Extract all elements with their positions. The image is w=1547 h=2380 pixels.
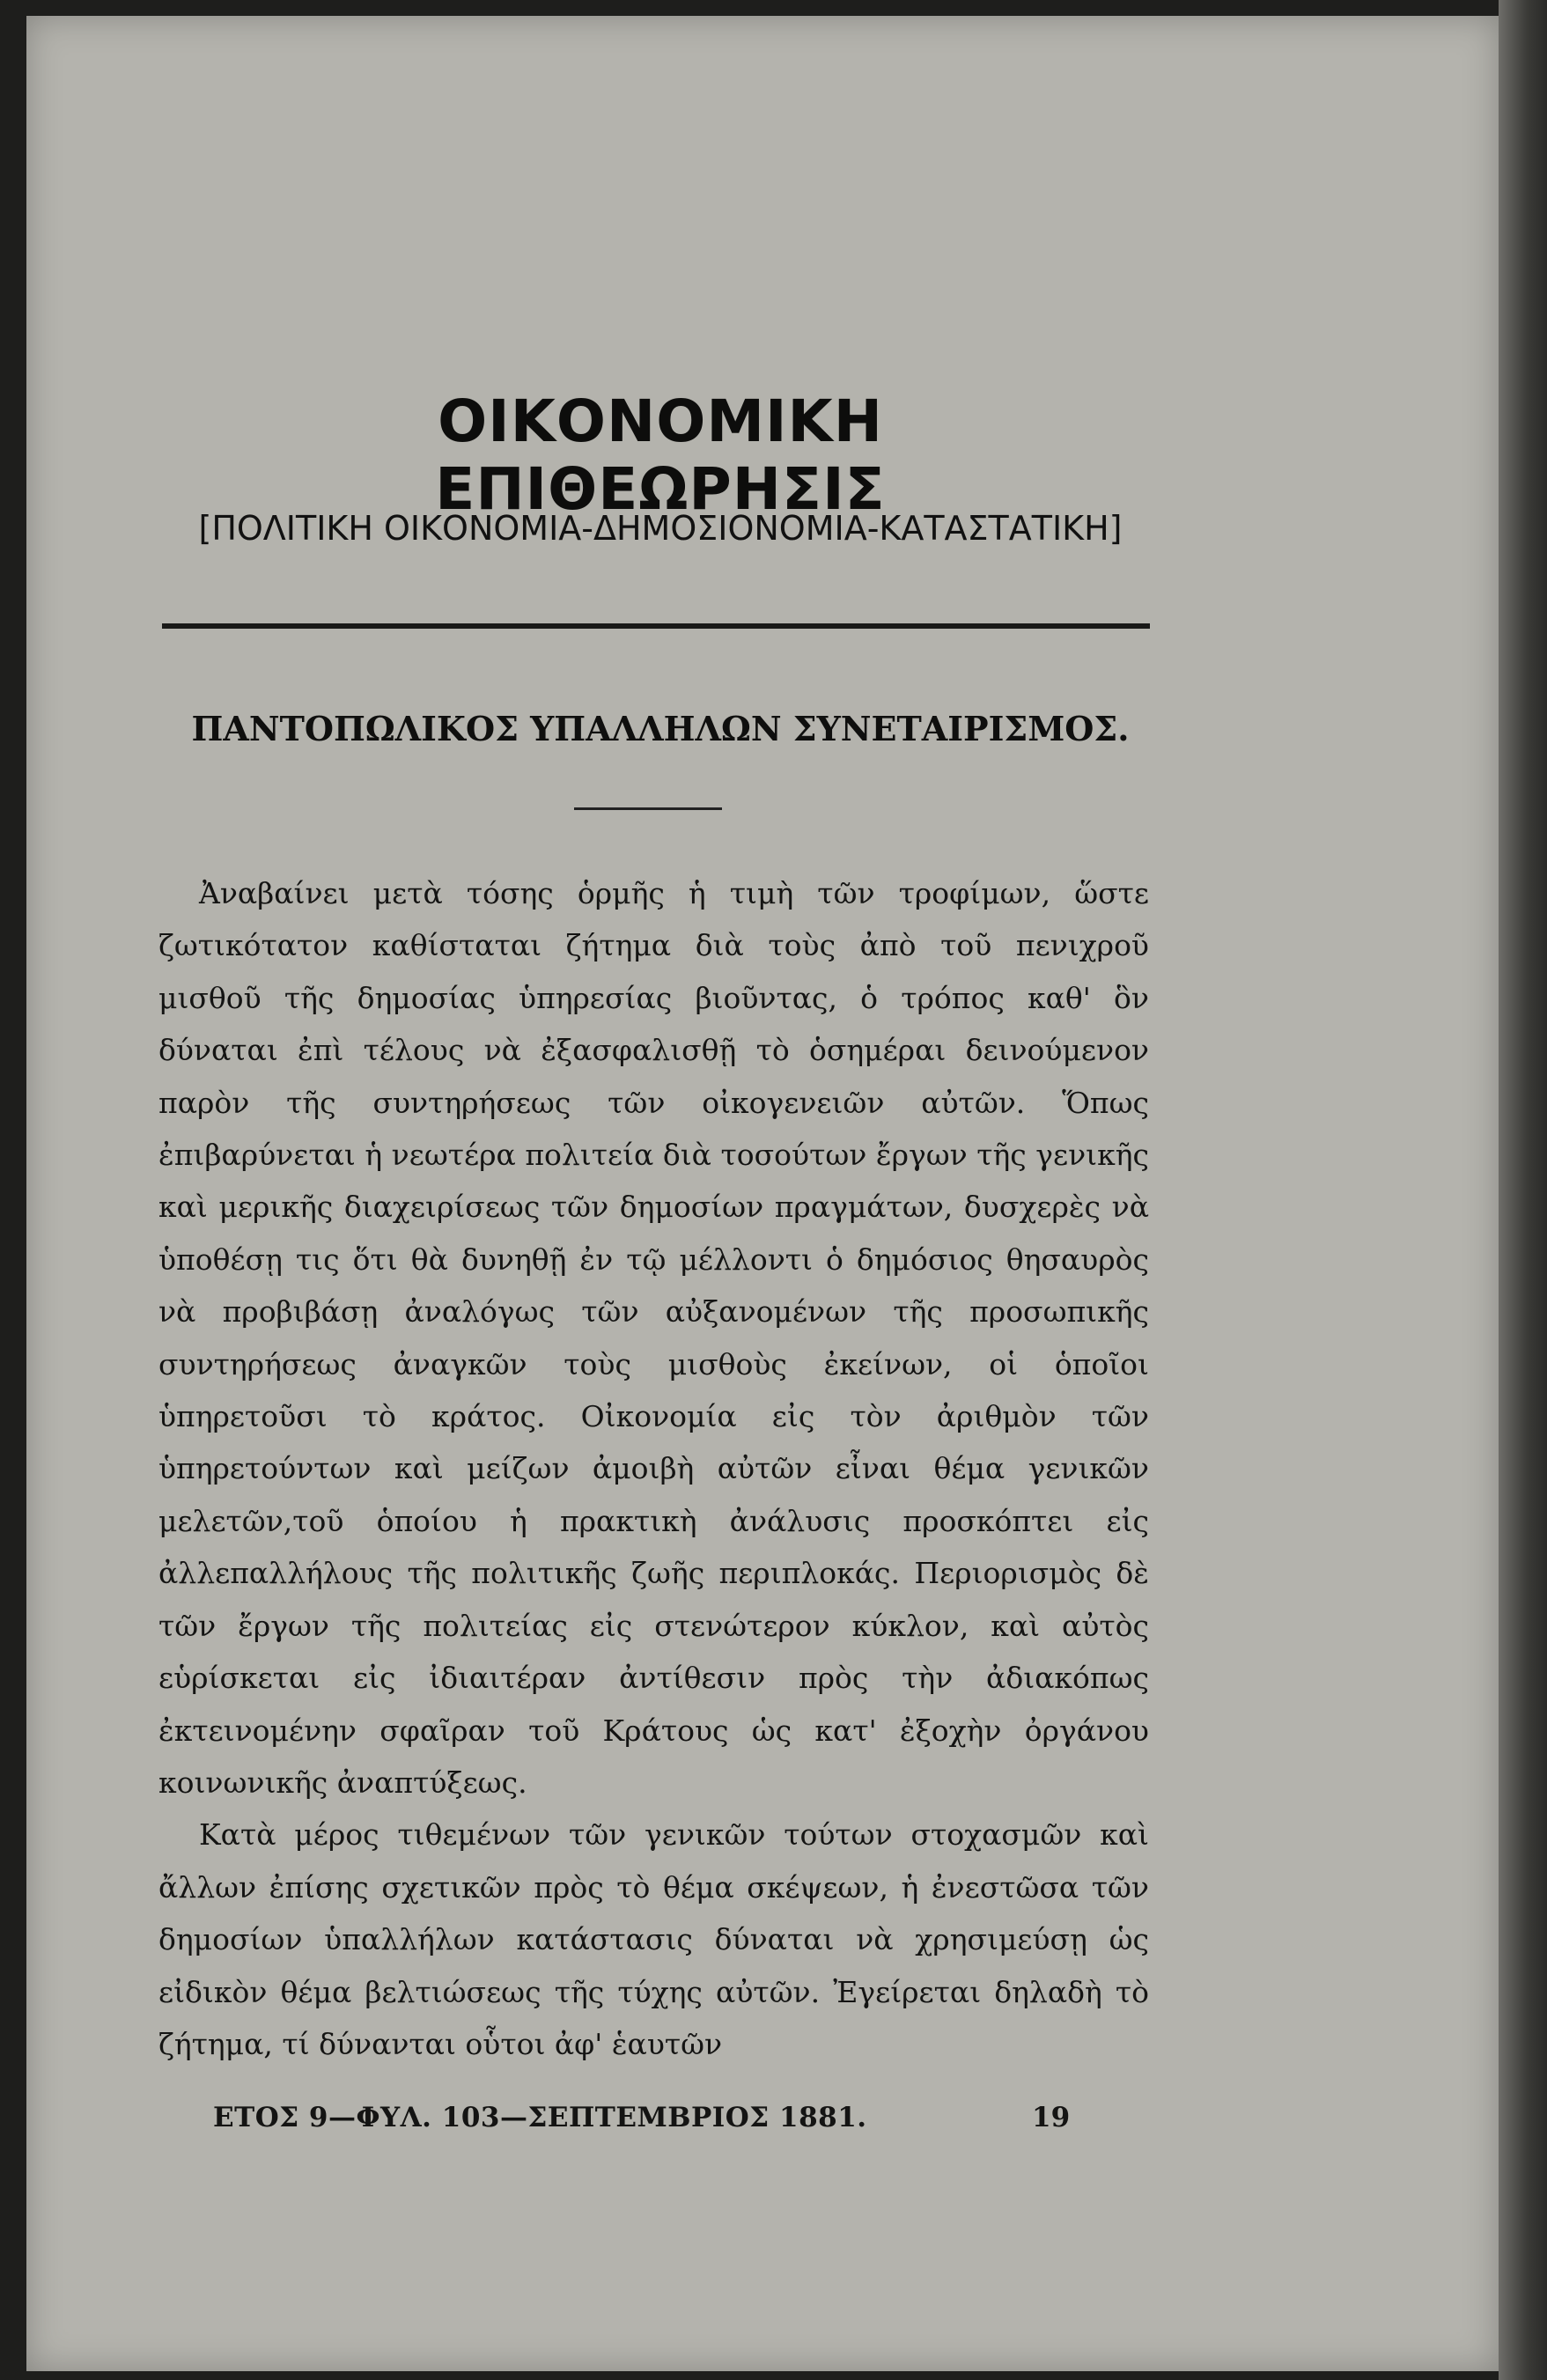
issue-info: ΕΤΟΣ 9—ΦΥΛ. 103—ΣΕΠΤΕΜΒΡΙΟΣ 1881. xyxy=(213,2102,867,2133)
page-number: 19 xyxy=(1032,2102,1071,2133)
page-footer xyxy=(158,2102,1149,2146)
header-rule xyxy=(162,623,1150,629)
paragraph: Κατὰ μέρος τιθεμένων τῶν γενικῶν τούτων στοχασμῶν καὶ ἄλλων ἐπίσης σχετικῶν πρὸς τὸ θέμα σκέψεων, ἡ ἐνεστῶσα τῶν δημοσίων ὑπαλλήλων κατάστασις δύναται νὰ χρησιμεύσῃ ὡς εἰδικὸν θέμα βελτιώσεως τῆς τύχης αὐτῶν. Ἐγείρεται δηλαδὴ τὸ ζήτημα, τί δύνανται οὗτοι ἀφ' ἑαυτῶν xyxy=(158,1817,1149,2061)
title-underline xyxy=(574,807,722,810)
binding-edge xyxy=(1499,0,1547,2380)
journal-title: ΟΙΚΟΝΟΜΙΚΗ ΕΠΙΘΕΩΡΗΣΙΣ xyxy=(435,387,886,523)
paragraph: Ἀναβαίνει μετὰ τόσης ὁρμῆς ἡ τιμὴ τῶν τροφίμων, ὥστε ζωτικότατον καθίσταται ζήτημα διὰ τοὺς ἀπὸ τοῦ πενιχροῦ μισθοῦ τῆς δημοσίας ὑπηρεσίας βιοῦντας, ὁ τρόπος καθ' ὃν δύναται ἐπὶ τέλους νὰ ἐξασφαλισθῇ τὸ ὁσημέραι δεινούμενον παρὸν τῆς συντηρήσεως τῶν οἰκογενειῶν αὐτῶν. Ὅπως ἐπιβαρύνεται ἡ νεωτέρα πολιτεία διὰ τοσούτων ἔργων τῆς γενικῆς καὶ μερικῆς διαχειρίσεως τῶν δημοσίων πραγμάτων, δυσχερὲς νὰ ὑποθέσῃ τις ὅτι θὰ δυνηθῇ ἐν τῷ μέλλοντι ὁ δημόσιος θησαυρὸς νὰ προβιβάσῃ ἀναλόγως τῶν αὐξανομένων τῆς προσωπικῆς συντηρήσεως ἀναγκῶν τοὺς μισθοὺς ἐκείνων, οἱ ὁποῖοι ὑπηρετοῦσι τὸ κράτος. Οἰκονομία εἰς τὸν ἀριθμὸν τῶν ὑπηρετούντων καὶ μείζων ἀμοιβὴ αὐτῶν εἶναι θέμα γενικῶν μελετῶν,τοῦ ὁποίου ἡ πρακτικὴ ἀνάλυσις προσκόπτει εἰς ἀλλεπαλλήλους τῆς πολιτικῆς ζωῆς περιπλοκάς. Περιορισμὸς δὲ τῶν ἔργων τῆς πολιτείας εἰς στενώτερον κύκλον, καὶ αὐτὸς εὑρίσκεται εἰς ἰδιαιτέραν ἀντίθεσιν πρὸς τὴν ἀδιακόπως ἐκτεινομένην σφαῖραν τοῦ Κράτους ὡς κατ' ἐξοχὴν ὀργάνου κοινωνικῆς ἀναπτύξεως. xyxy=(158,876,1149,1800)
article-title: ΠΑΝΤΟΠΩΛΙΚΟΣ ΥΠΑΛΛΗΛΩΝ ΣΥΝΕΤΑΙΡΙΣΜΟΣ. xyxy=(191,709,1130,748)
journal-subtitle: [ΠΟΛΙΤΙΚΗ ΟΙΚΟΝΟΜΙΑ-ΔΗΜΟΣΙΟΝΟΜΙΑ-ΚΑΤΑΣΤΑΤΙΚΗ] xyxy=(198,509,1123,548)
article-body xyxy=(158,867,1149,2070)
